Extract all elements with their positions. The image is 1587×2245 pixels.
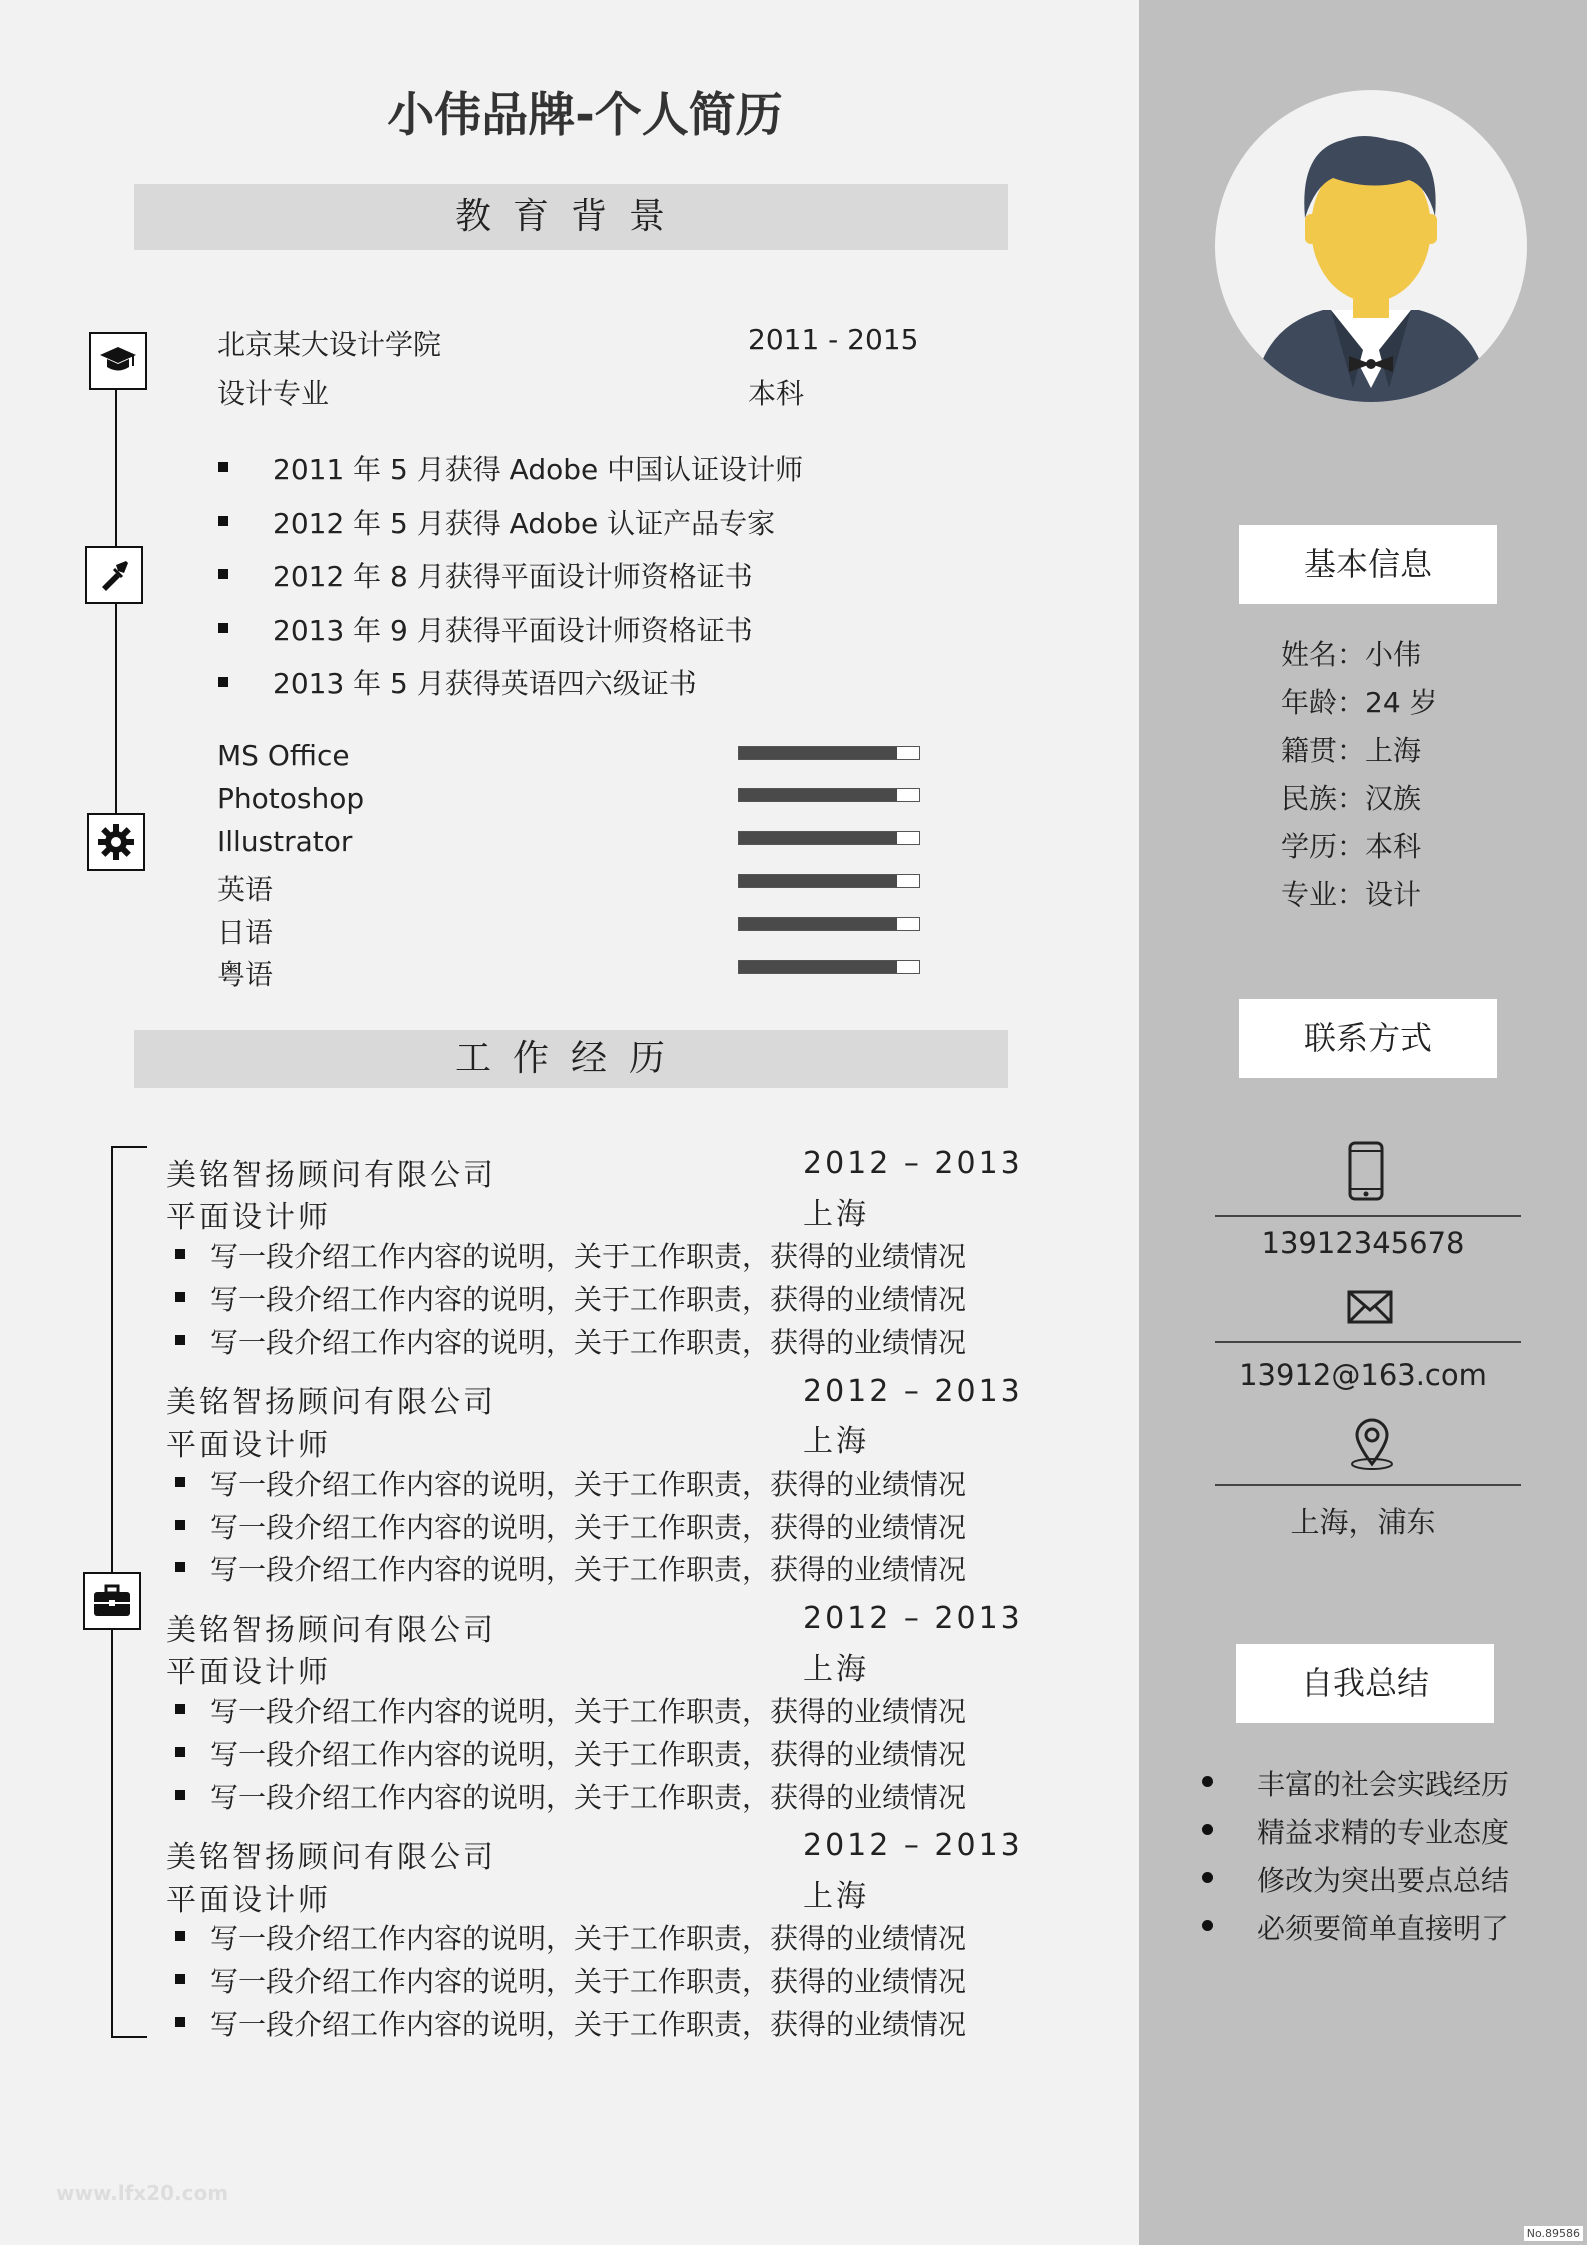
summary-item: 修改为突出要点总结 — [1257, 1864, 1510, 1897]
job-duty: 写一段介绍工作内容的说明，关于工作职责，获得的业绩情况 — [210, 1511, 967, 1544]
location-pin-icon — [1349, 1418, 1395, 1474]
skill-bar-fill — [739, 875, 897, 887]
bullet — [175, 1931, 185, 1941]
job-city: 上海 — [803, 1652, 869, 1687]
skill-name: MS Office — [217, 739, 350, 772]
basic-info-header: 基本信息 — [1239, 525, 1497, 604]
job-duty: 写一段介绍工作内容的说明，关于工作职责，获得的业绩情况 — [210, 1922, 967, 1955]
bullet — [218, 516, 228, 526]
skill-bar — [738, 831, 920, 845]
job-title: 平面设计师 — [166, 1655, 331, 1690]
skill-bar — [738, 788, 920, 802]
skill-bar-fill — [739, 747, 897, 759]
company-name: 美铭智扬顾问有限公司 — [166, 1840, 496, 1875]
job-duty: 写一段介绍工作内容的说明，关于工作职责，获得的业绩情况 — [210, 1283, 967, 1316]
bullet — [175, 1292, 185, 1302]
job-duty: 写一段介绍工作内容的说明，关于工作职责，获得的业绩情况 — [210, 1695, 967, 1728]
address: 上海，浦东 — [1290, 1505, 1436, 1539]
skill-name: 粤语 — [217, 958, 274, 991]
education-years: 2011 - 2015 — [748, 323, 919, 356]
graduation-cap-icon — [89, 332, 147, 390]
job-duty: 写一段介绍工作内容的说明，关于工作职责，获得的业绩情况 — [210, 2008, 967, 2041]
skill-bar-fill — [739, 832, 897, 844]
skill-bar — [738, 960, 920, 974]
watermark: www.lfx20.com — [56, 2181, 229, 2205]
skill-name: Photoshop — [217, 782, 365, 815]
bullet — [175, 1562, 185, 1572]
summary-item: 精益求精的专业态度 — [1257, 1816, 1510, 1849]
work-timeline-top — [111, 1146, 147, 1148]
job-duty: 写一段介绍工作内容的说明，关于工作职责，获得的业绩情况 — [210, 1468, 967, 1501]
award-item: 2013 年 9 月获得平面设计师资格证书 — [273, 614, 753, 647]
work-header: 工作经历 — [134, 1030, 1008, 1088]
job-duty: 写一段介绍工作内容的说明，关于工作职责，获得的业绩情况 — [210, 1781, 967, 1814]
education-timeline-line — [115, 370, 117, 840]
bullet — [175, 2017, 185, 2027]
info-line: 籍贯：上海 — [1281, 734, 1422, 767]
job-duty: 写一段介绍工作内容的说明，关于工作职责，获得的业绩情况 — [210, 1738, 967, 1771]
bullet — [1202, 1920, 1213, 1931]
job-years: 2012 – 2013 — [803, 1146, 1023, 1181]
skill-bar — [738, 874, 920, 888]
major: 设计专业 — [217, 377, 330, 410]
company-name: 美铭智扬顾问有限公司 — [166, 1613, 496, 1648]
bullet — [175, 1249, 185, 1259]
award-item: 2012 年 8 月获得平面设计师资格证书 — [273, 560, 753, 593]
job-title: 平面设计师 — [166, 1200, 331, 1235]
award-item: 2011 年 5 月获得 Adobe 中国认证设计师 — [273, 453, 804, 486]
skill-name: 英语 — [217, 873, 274, 906]
skill-name: Illustrator — [217, 825, 353, 858]
email-address[interactable]: 13912@163.com — [1239, 1358, 1487, 1392]
job-duty: 写一段介绍工作内容的说明，关于工作职责，获得的业绩情况 — [210, 1553, 967, 1586]
contact-header: 联系方式 — [1239, 999, 1497, 1078]
job-duty: 写一段介绍工作内容的说明，关于工作职责，获得的业绩情况 — [210, 1965, 967, 1998]
skill-bar — [738, 746, 920, 760]
bullet — [218, 462, 228, 472]
bullet — [218, 677, 228, 687]
page-title: 小伟品牌-个人简历 — [387, 88, 783, 143]
divider — [1215, 1215, 1521, 1217]
skill-bar-fill — [739, 961, 897, 973]
job-title: 平面设计师 — [166, 1883, 331, 1918]
info-line: 年龄：24 岁 — [1281, 686, 1438, 719]
info-line: 专业：设计 — [1281, 878, 1422, 911]
bullet — [175, 1520, 185, 1530]
divider — [1215, 1341, 1521, 1343]
bullet — [218, 623, 228, 633]
job-years: 2012 – 2013 — [803, 1828, 1023, 1863]
award-item: 2013 年 5 月获得英语四六级证书 — [273, 667, 697, 700]
briefcase-icon — [83, 1572, 141, 1630]
bullet — [1202, 1872, 1213, 1883]
bullet — [218, 569, 228, 579]
skill-bar — [738, 917, 920, 931]
award-item: 2012 年 5 月获得 Adobe 认证产品专家 — [273, 507, 776, 540]
gear-icon — [87, 813, 145, 871]
pen-icon — [85, 546, 143, 604]
job-years: 2012 – 2013 — [803, 1601, 1023, 1636]
degree: 本科 — [748, 377, 805, 410]
divider — [1215, 1484, 1521, 1486]
job-city: 上海 — [803, 1879, 869, 1914]
avatar — [1213, 88, 1529, 404]
summary-header: 自我总结 — [1236, 1644, 1494, 1723]
job-city: 上海 — [803, 1424, 869, 1459]
document-id: No.89586 — [1524, 2226, 1583, 2241]
work-timeline-bottom — [111, 2036, 147, 2038]
info-line: 学历：本科 — [1281, 830, 1422, 863]
info-line: 民族：汉族 — [1281, 782, 1422, 815]
job-years: 2012 – 2013 — [803, 1374, 1023, 1409]
bullet — [175, 1974, 185, 1984]
skill-bar-fill — [739, 789, 897, 801]
summary-item: 必须要简单直接明了 — [1257, 1912, 1510, 1945]
job-title: 平面设计师 — [166, 1428, 331, 1463]
skill-name: 日语 — [217, 916, 274, 949]
mail-icon — [1347, 1290, 1393, 1328]
company-name: 美铭智扬顾问有限公司 — [166, 1158, 496, 1193]
education-header: 教育背景 — [134, 184, 1008, 250]
summary-item: 丰富的社会实践经历 — [1257, 1768, 1510, 1801]
skill-bar-fill — [739, 918, 897, 930]
bullet — [175, 1335, 185, 1345]
school-name: 北京某大设计学院 — [217, 328, 442, 361]
bullet — [175, 1747, 185, 1757]
company-name: 美铭智扬顾问有限公司 — [166, 1385, 496, 1420]
info-line: 姓名：小伟 — [1281, 638, 1422, 671]
job-duty: 写一段介绍工作内容的说明，关于工作职责，获得的业绩情况 — [210, 1240, 967, 1273]
phone-icon — [1348, 1141, 1384, 1205]
job-city: 上海 — [803, 1197, 869, 1232]
phone-number[interactable]: 13912345678 — [1261, 1226, 1465, 1260]
bullet — [1202, 1776, 1213, 1787]
job-duty: 写一段介绍工作内容的说明，关于工作职责，获得的业绩情况 — [210, 1326, 967, 1359]
bullet — [175, 1704, 185, 1714]
bullet — [175, 1477, 185, 1487]
bullet — [1202, 1824, 1213, 1835]
bullet — [175, 1790, 185, 1800]
